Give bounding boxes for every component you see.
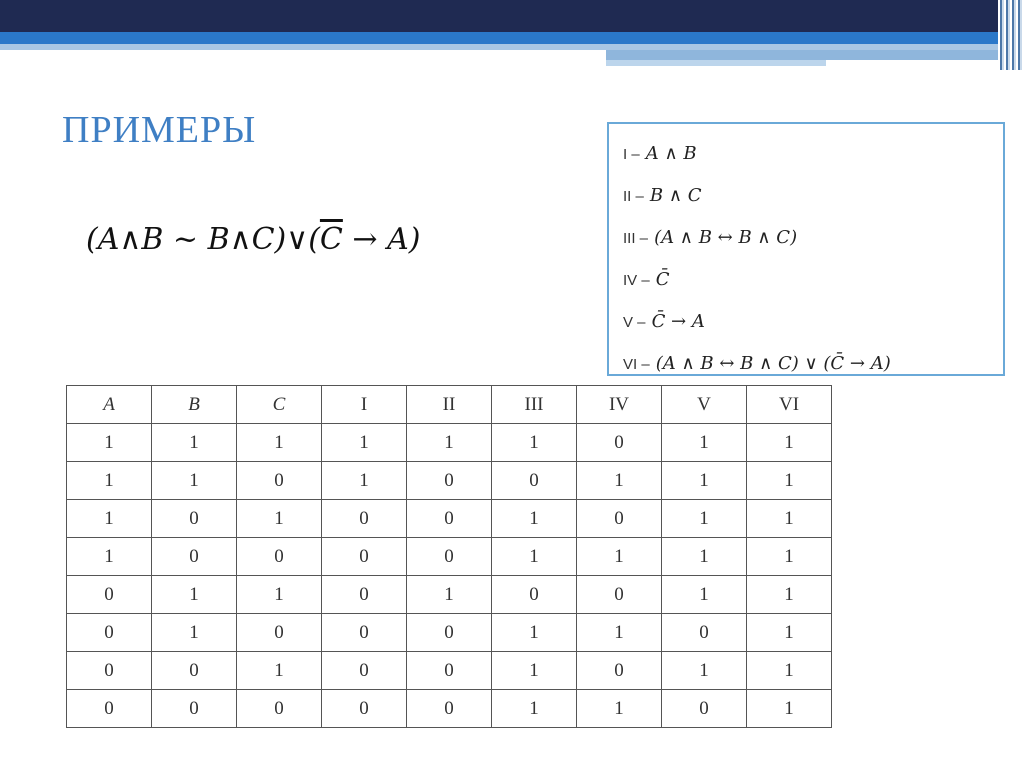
table-cell: 1 (492, 538, 577, 576)
table-cell: 1 (492, 690, 577, 728)
table-row (67, 538, 832, 576)
table-cell: 0 (67, 614, 152, 652)
table-cell: 1 (492, 652, 577, 690)
table-cell: 1 (747, 500, 832, 538)
table-header-row (67, 386, 832, 424)
table-cell: 1 (322, 424, 407, 462)
legend-row (623, 132, 1003, 174)
table-cell: 1 (152, 424, 237, 462)
table-cell: 1 (577, 614, 662, 652)
table-cell: 0 (152, 538, 237, 576)
table-cell: 1 (237, 576, 322, 614)
table-cell: 1 (67, 538, 152, 576)
formula-part-1: (A∧B ~ B∧C)∨( (86, 222, 320, 257)
table-cell: 0 (492, 576, 577, 614)
column-header: B (152, 386, 237, 424)
table-cell: 0 (322, 614, 407, 652)
table-cell: 0 (237, 538, 322, 576)
column-header: I (322, 386, 407, 424)
table-cell: 1 (662, 500, 747, 538)
table-cell: 1 (67, 462, 152, 500)
legend-row (623, 342, 1003, 384)
table-cell: 0 (237, 462, 322, 500)
table-cell: 0 (407, 652, 492, 690)
table-cell: 0 (577, 576, 662, 614)
table-cell: 1 (577, 690, 662, 728)
table-cell: 1 (67, 500, 152, 538)
table-cell: 0 (662, 614, 747, 652)
legend-expression: C̄ → A (651, 311, 705, 332)
table-cell: 1 (747, 690, 832, 728)
table-cell: 1 (492, 424, 577, 462)
table-cell: 0 (67, 576, 152, 614)
table-cell: 1 (237, 500, 322, 538)
legend-expression: (A ∧ B ↔ B ∧ C) ∨ (C̄ → A) (655, 353, 891, 374)
table-cell: 0 (322, 652, 407, 690)
table-cell: 0 (152, 690, 237, 728)
table-cell: 1 (237, 652, 322, 690)
table-cell: 1 (577, 462, 662, 500)
table-cell: 1 (747, 614, 832, 652)
column-header: VI (747, 386, 832, 424)
table-cell: 1 (492, 614, 577, 652)
table-cell: 0 (407, 614, 492, 652)
table-row (67, 614, 832, 652)
table-cell: 1 (152, 462, 237, 500)
table-cell: 0 (577, 500, 662, 538)
legend-number: IV – (623, 272, 650, 289)
table-cell: 1 (152, 614, 237, 652)
legend-expression: A ∧ B (645, 143, 697, 164)
table-cell: 0 (237, 614, 322, 652)
legend-number: VI – (623, 356, 650, 373)
table-cell: 0 (407, 690, 492, 728)
corner-stripes (998, 0, 1024, 70)
table-row (67, 576, 832, 614)
table-cell: 1 (747, 576, 832, 614)
table-cell: 1 (662, 538, 747, 576)
top-accent-bar (606, 50, 1024, 60)
legend-number: I – (623, 146, 640, 163)
top-dark-bar (0, 0, 1024, 32)
table-cell: 0 (322, 690, 407, 728)
table-cell: 0 (67, 690, 152, 728)
legend-row (623, 174, 1003, 216)
column-header: II (407, 386, 492, 424)
column-header: A (67, 386, 152, 424)
table-cell: 1 (747, 652, 832, 690)
slide-title: ПРИМЕРЫ (62, 109, 257, 151)
legend-expression: C̄ (655, 269, 670, 290)
table-cell: 1 (747, 462, 832, 500)
table-cell: 0 (322, 538, 407, 576)
table-row (67, 652, 832, 690)
column-header: III (492, 386, 577, 424)
legend-number: III – (623, 230, 649, 247)
legend-expression: B ∧ C (649, 185, 702, 206)
legend-number: V – (623, 314, 646, 331)
table-cell: 0 (407, 462, 492, 500)
table-row (67, 424, 832, 462)
legend-number: II – (623, 188, 644, 205)
table-cell: 0 (67, 652, 152, 690)
table-cell: 1 (747, 424, 832, 462)
top-accent-bar-small (606, 60, 826, 66)
table-cell: 0 (577, 652, 662, 690)
table-cell: 1 (237, 424, 322, 462)
table-cell: 1 (577, 538, 662, 576)
table-row (67, 500, 832, 538)
truth-table (66, 385, 832, 728)
table-cell: 1 (492, 500, 577, 538)
legend-box (607, 122, 1005, 376)
table-cell: 0 (322, 500, 407, 538)
table-row (67, 462, 832, 500)
table-cell: 0 (152, 652, 237, 690)
table-cell: 0 (577, 424, 662, 462)
column-header: C (237, 386, 322, 424)
table-cell: 0 (662, 690, 747, 728)
main-formula (86, 222, 420, 257)
table-cell: 1 (747, 538, 832, 576)
table-cell: 1 (662, 576, 747, 614)
table-cell: 1 (407, 424, 492, 462)
table-cell: 0 (407, 538, 492, 576)
table-cell: 0 (152, 500, 237, 538)
column-header: V (662, 386, 747, 424)
table-cell: 0 (322, 576, 407, 614)
table-cell: 1 (662, 424, 747, 462)
table-cell: 1 (152, 576, 237, 614)
table-row (67, 690, 832, 728)
table-cell: 0 (237, 690, 322, 728)
legend-expression: (A ∧ B ↔ B ∧ C) (654, 227, 798, 248)
table-cell: 1 (322, 462, 407, 500)
table-cell: 1 (67, 424, 152, 462)
table-cell: 0 (407, 500, 492, 538)
legend-row (623, 216, 1003, 258)
legend-row (623, 300, 1003, 342)
legend-row (623, 258, 1003, 300)
table-cell: 1 (407, 576, 492, 614)
formula-part-2: → A) (342, 222, 421, 257)
formula-overlined-c: $\overline{C}$ (319, 222, 343, 257)
table-cell: 1 (662, 652, 747, 690)
column-header: IV (577, 386, 662, 424)
table-cell: 1 (662, 462, 747, 500)
top-blue-bar (0, 32, 1024, 44)
table-cell: 0 (492, 462, 577, 500)
